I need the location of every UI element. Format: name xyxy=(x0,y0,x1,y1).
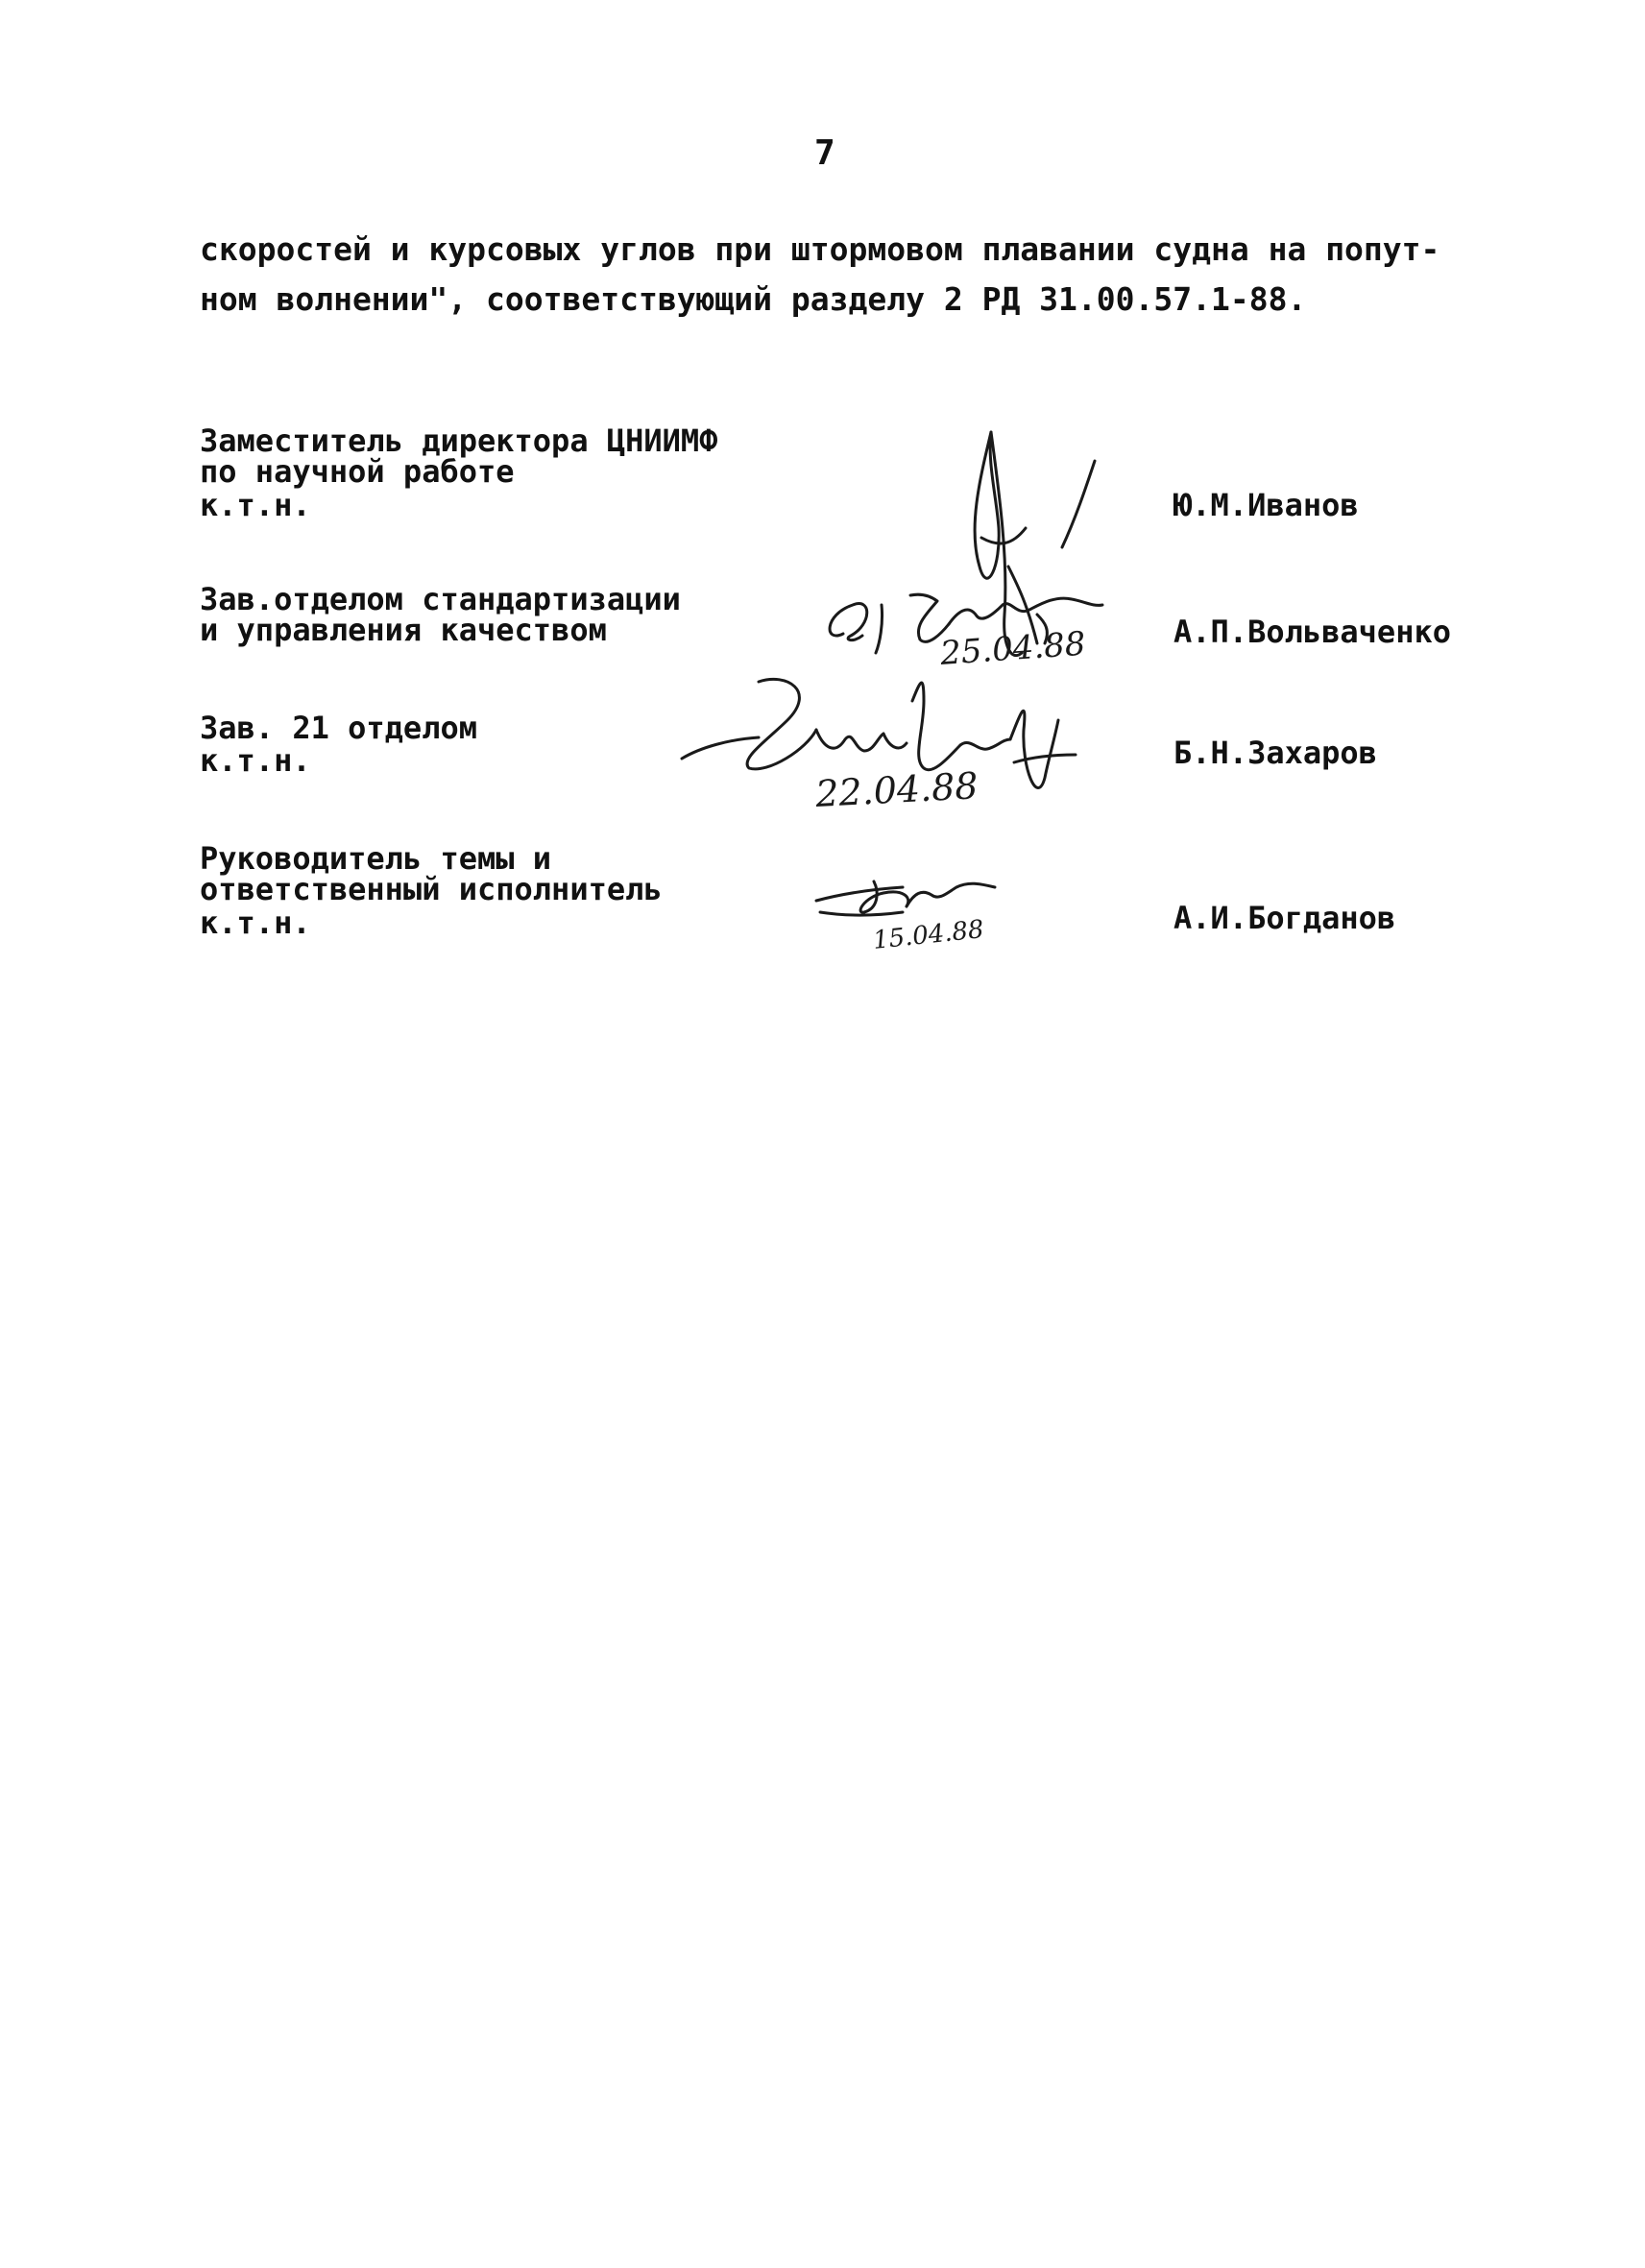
signatory-2-name: А.П.Вольваченко xyxy=(1173,614,1451,650)
signatory-2-title-line-1: Зав.отделом стандартизации xyxy=(200,581,681,617)
signatory-4-name: А.И.Богданов xyxy=(1173,900,1396,936)
paragraph-line-2: ном волнении", соответствующий разделу 2 РД 31.00.57.1-88. xyxy=(200,280,1307,318)
signatory-4-title-line-3: к.т.н. xyxy=(200,905,311,941)
signatory-3-title-line-1: Зав. 21 отделом xyxy=(200,710,477,746)
paragraph-line-1: скоростей и курсовых углов при штормовом плавании судна на попут- xyxy=(200,230,1440,268)
signatory-1-title-line-2: по научной работе xyxy=(200,453,515,490)
signature-4 xyxy=(807,855,1056,960)
signatory-1-title-line-3: к.т.н. xyxy=(200,487,311,523)
signature-4-date: 15.04.88 xyxy=(871,915,985,955)
signature-2-date: 25.04.88 xyxy=(938,624,1087,673)
signature-3 xyxy=(672,663,1114,826)
signatory-3-name: Б.Н.Захаров xyxy=(1173,735,1377,771)
page-number: 7 xyxy=(814,133,835,173)
signature-3-date: 22.04.88 xyxy=(814,764,980,815)
signatory-3-title-line-2: к.т.н. xyxy=(200,742,311,779)
signatory-4-title-line-2: ответственный исполнитель xyxy=(200,871,663,907)
signatory-1-title-line-1: Заместитель директора ЦНИИМФ xyxy=(200,422,718,459)
signatory-4-title-line-1: Руководитель темы и xyxy=(200,840,552,877)
signatory-1-name: Ю.М.Иванов xyxy=(1173,487,1359,523)
signatory-2-title-line-2: и управления качеством xyxy=(200,612,607,648)
